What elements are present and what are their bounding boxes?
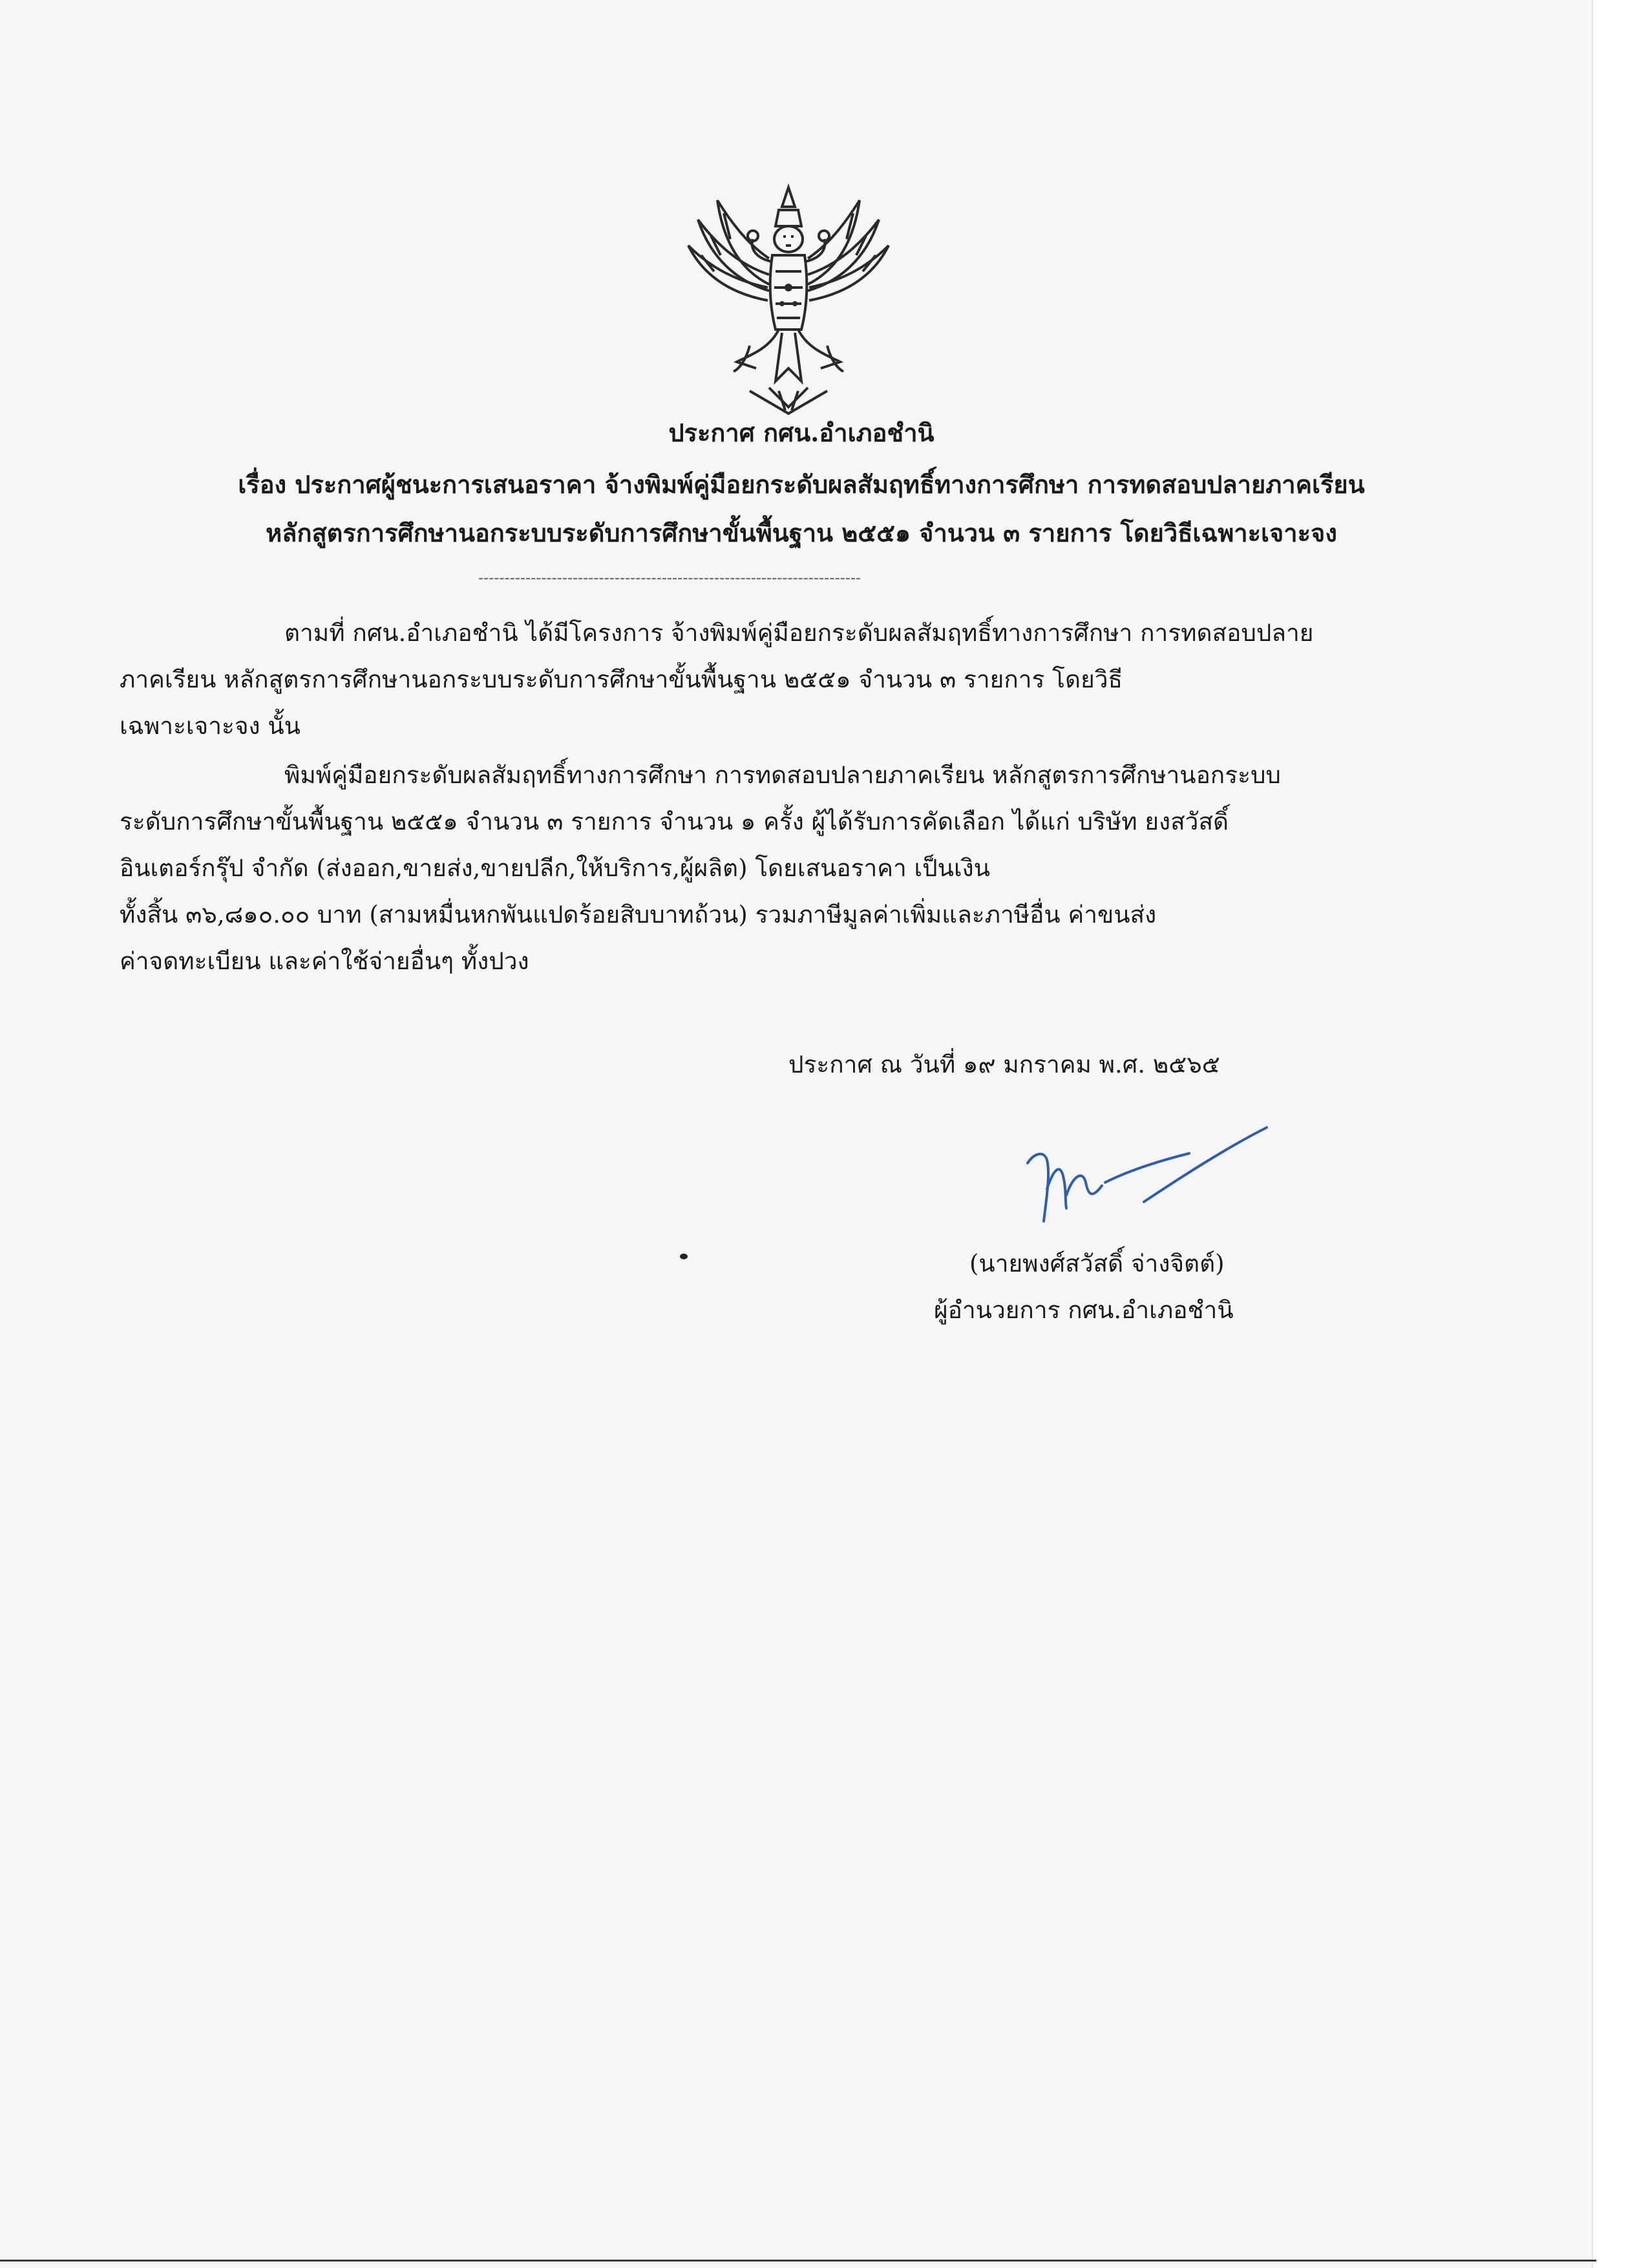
paragraph-1-line-2: ภาคเรียน หลักสูตรการศึกษานอกระบบระดับการศึกษาขั้นพื้นฐาน ๒๕๕๑ จำนวน ๓ รายการ โดยวิธี <box>120 666 1123 693</box>
garuda-emblem-icon <box>672 174 905 420</box>
ink-spot <box>680 1254 688 1259</box>
separator-line: ------------------------------------------------------------------------- <box>478 569 861 587</box>
subject-line-2: หลักสูตรการศึกษานอกระบบระดับการศึกษาขั้นพื้นฐาน ๒๕๕๑ จำนวน ๓ รายการ โดยวิธีเฉพาะเจาะจง <box>266 518 1337 547</box>
subject-line-1: เรื่อง ประกาศผู้ชนะการเสนอราคา จ้างพิมพ์คู่มือยกระดับผลสัมฤทธิ์ทางการศึกษา การทดสอบปลายภาคเรียน <box>238 470 1365 499</box>
paragraph-1-line-3: เฉพาะเจาะจง นั้น <box>120 712 301 740</box>
paragraph-2-line-3: อินเตอร์กรุ๊ป จำกัด (ส่งออก,ขายส่ง,ขายปลีก,ให้บริการ,ผู้ผลิต) โดยเสนอราคา เป็นเงิน <box>120 854 990 882</box>
paragraph-2-line-1: พิมพ์คู่มือยกระดับผลสัมฤทธิ์ทางการศึกษา การทดสอบปลายภาคเรียน หลักสูตรการศึกษานอกระบบ <box>284 761 1281 789</box>
scan-edge-line <box>0 2260 1596 2262</box>
paragraph-2-line-4: ทั้งสิ้น ๓๖,๘๑๐.๐๐ บาท (สามหมื่นหกพันแปดร้อยสิบบาทถ้วน) รวมภาษีมูลค่าเพิ่มและภาษีอื่น ค่าขนส่ง <box>120 901 1157 929</box>
signatory-position: ผู้อำนวยการ กศน.อำเภอชำนิ <box>934 1296 1234 1324</box>
paragraph-2-line-2: ระดับการศึกษาขั้นพื้นฐาน ๒๕๕๑ จำนวน ๓ รายการ จำนวน ๑ ครั้ง ผู้ได้รับการคัดเลือก ได้แก่ บริษัท ยงสวัสดิ์ <box>120 808 1229 835</box>
signatory-name: (นายพงศ์สวัสดิ์ จ่างจิตต์) <box>969 1250 1225 1277</box>
signature-mark <box>1021 1124 1280 1241</box>
document-title: ประกาศ กศน.อำเภอชำนิ <box>668 418 935 447</box>
announcement-date: ประกาศ ณ วันที่ ๑๙ มกราคม พ.ศ. ๒๕๖๕ <box>788 1051 1220 1078</box>
paragraph-1-line-1: ตามที่ กศน.อำเภอชำนิ ได้มีโครงการ จ้างพิมพ์คู่มือยกระดับผลสัมฤทธิ์ทางการศึกษา การทดสอบปลาย <box>284 619 1314 647</box>
page-edge <box>1592 0 1648 2268</box>
paragraph-2-line-5: ค่าจดทะเบียน และค่าใช้จ่ายอื่นๆ ทั้งปวง <box>120 947 529 975</box>
